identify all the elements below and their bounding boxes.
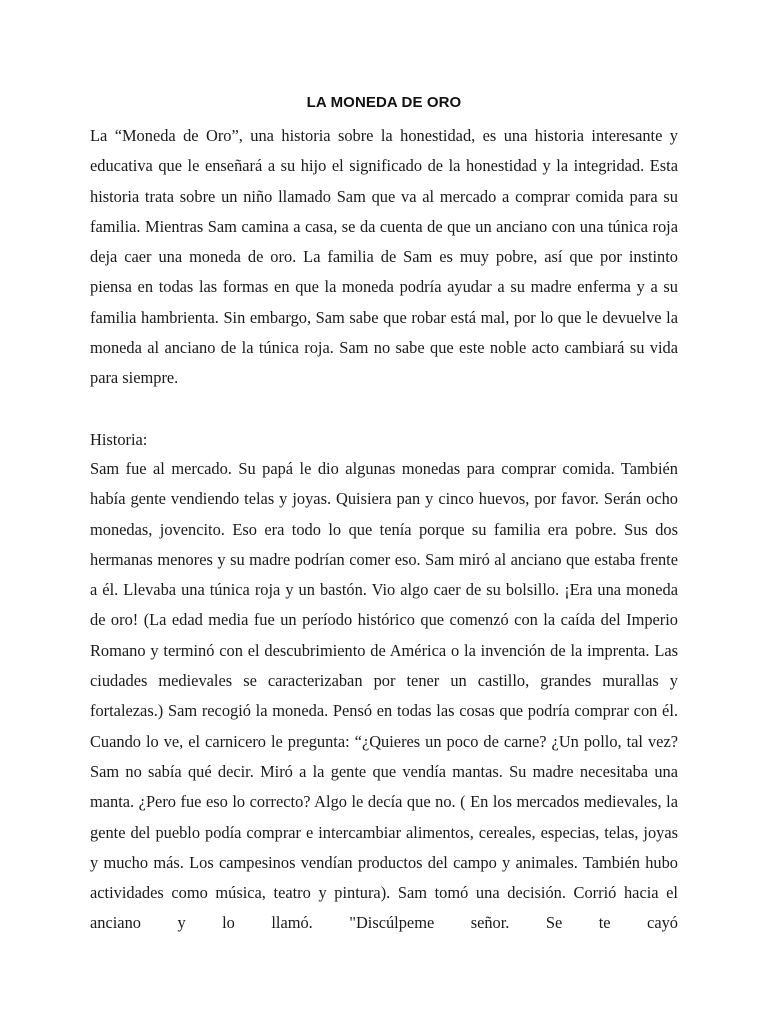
document-title: LA MONEDA DE ORO [306, 94, 462, 111]
intro-paragraph: La “Moneda de Oro”, una historia sobre la honestidad, es una historia interesante y educativa que le enseñará a su hijo el significado de la honestidad y la integridad. Esta historia trata sobre un niño llamado Sam que va al mercado a comprar comida para su familia. Mientras Sam camina a casa, se da cuenta de que un anciano con una túnica roja deja caer una moneda de oro. La familia de Sam es muy pobre, así que por instinto piensa en todas las formas en que la moneda podría ayudar a su madre enferma y a su familia hambrienta. Sin embargo, Sam sabe que robar está mal, por lo que le devuelve la moneda al anciano de la túnica roja. Sam no sabe que este noble acto cambiará su vida para siempre. [90, 126, 678, 388]
story-paragraph: Sam fue al mercado. Su papá le dio algunas monedas para comprar comida. También había gente vendiendo telas y joyas. Quisiera pan y cinco huevos, por favor. Serán ocho monedas, jovencito. Eso era todo lo que tenía porque su familia era pobre. Sus dos hermanas menores y su madre podrían comer eso. Sam miró al anciano que estaba frente a él. Llevaba una túnica roja y un bastón. Vio algo caer de su bolsillo. ¡Era una moneda de oro! (La edad media fue un período histórico que comenzó con la caída del Imperio Romano y terminó con el descubrimiento de América o la invención de la imprenta. Las ciudades medievales se caracterizaban por tener un castillo, grandes murallas y fortalezas.) Sam recogió la moneda. Pensó en todas las cosas que podría comprar con él. Cuando lo ve, el carnicero le pregunta: “¿Quieres un poco de carne? ¿Un pollo, tal vez? Sam no sabía qué decir. Miró a la gente que vendía mantas. Su madre necesitaba una manta. ¿Pero fue eso lo correcto? Algo le decía que no. ( En los mercados medievales, la gente del pueblo podía comprar e intercambiar alimentos, cereales, especias, telas, joyas y mucho más. Los campesinos vendían productos del campo y animales. También hubo actividades como música, teatro y pintura). Sam tomó una decisión. Corrió hacia el anciano y lo llamó. "Discúlpeme señor. Se te cayó [90, 459, 678, 933]
section-label: Historia: [90, 430, 148, 449]
